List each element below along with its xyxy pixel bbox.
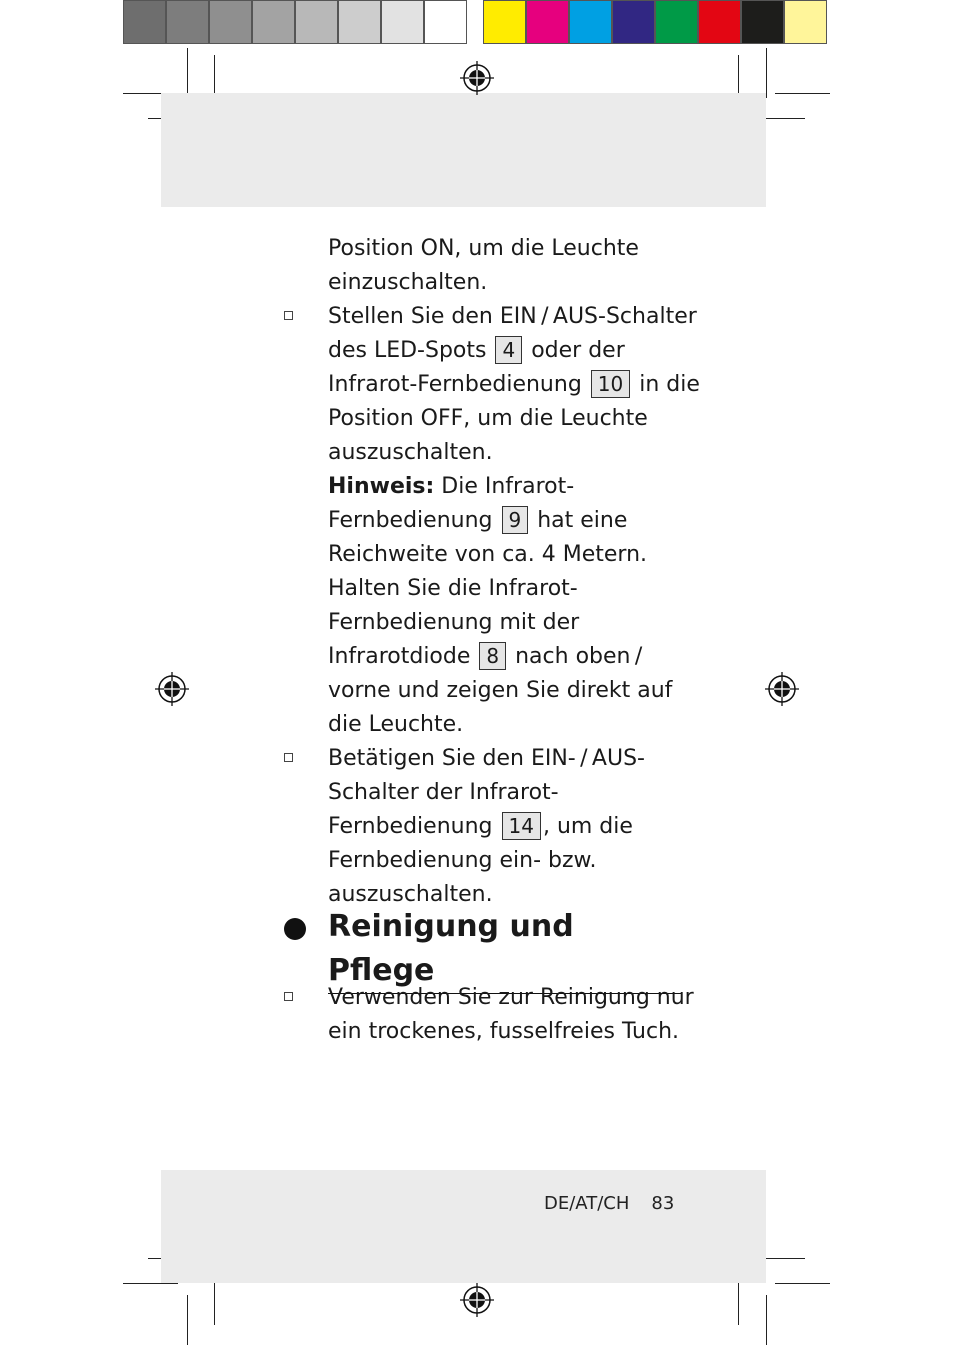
gray-swatch-1 (123, 0, 166, 44)
page-number: 83 (651, 1193, 675, 1214)
gray-swatch-2 (166, 0, 209, 44)
part-reference: 9 (502, 506, 529, 534)
color-swatch-2 (526, 0, 569, 44)
paragraph-position-on (282, 232, 702, 300)
paragraph-text: hat eine Reichweite von ca. 4 Metern. Halten Sie die Infrarot- Fernbedienung mit der Infrarotdiode (328, 508, 648, 669)
part-reference: 4 (495, 336, 522, 364)
footer-panel (161, 1170, 766, 1283)
paragraph-text: Betätigen Sie den EIN- / AUS-Schalter der Infrarot-Fernbedienung (328, 746, 645, 839)
locale-label: DE/AT/CH (544, 1193, 630, 1214)
square-bullet-icon (284, 753, 293, 762)
registration-mark-icon (460, 1283, 494, 1317)
paragraph-text: Verwenden Sie zur Reinigung nur ein trockenes, fusselfreies Tuch. (328, 985, 694, 1044)
page-footer (544, 1193, 696, 1214)
color-swatch-1 (483, 0, 526, 44)
crop-mark (766, 1295, 767, 1345)
filled-circle-icon (284, 918, 306, 940)
note-block (282, 470, 702, 742)
list-item-cleaning (282, 981, 702, 1049)
crop-mark (214, 1280, 215, 1325)
paragraph-text: Position ON, um die Leuchte einzuschalten. (328, 236, 639, 295)
square-bullet-icon (284, 311, 293, 320)
cleaning-body (282, 981, 702, 1049)
paragraph-text: in die Position OFF, um die Leuchte auszuschalten. (328, 372, 700, 465)
gray-color-bar (123, 0, 467, 44)
gray-swatch-4 (252, 0, 295, 44)
gray-swatch-6 (338, 0, 381, 44)
part-reference: 10 (591, 370, 630, 398)
section-title: Reinigung und Pflege (328, 905, 682, 994)
crop-mark (775, 93, 830, 94)
color-swatch-8 (784, 0, 827, 44)
paragraph-text: oder der Infrarot-Fernbedienung (328, 338, 625, 397)
color-swatch-4 (612, 0, 655, 44)
color-swatch-3 (569, 0, 612, 44)
crop-mark (766, 48, 767, 98)
part-reference: 8 (479, 642, 506, 670)
registration-mark-icon (765, 672, 799, 706)
paragraph-text: Stellen Sie den EIN / AUS-Schalter des LED-Spots (328, 304, 697, 363)
paragraph-text: , um die Fernbedienung ein- bzw. auszuschalten. (328, 814, 633, 907)
crop-mark (187, 48, 188, 98)
header-panel (161, 93, 766, 207)
part-reference: 14 (502, 812, 541, 840)
registration-mark-icon (460, 61, 494, 95)
gray-swatch-7 (381, 0, 424, 44)
gray-swatch-3 (209, 0, 252, 44)
registration-mark-icon (155, 672, 189, 706)
instructions-body (282, 232, 702, 912)
crop-mark (775, 1283, 830, 1284)
gray-swatch-5 (295, 0, 338, 44)
square-bullet-icon (284, 992, 293, 1001)
list-item-remote-switch (282, 742, 702, 912)
paragraph-text: Die Infrarot-Fernbedienung (328, 474, 575, 533)
crop-mark (738, 1280, 739, 1325)
color-swatch-6 (698, 0, 741, 44)
crop-mark (187, 1295, 188, 1345)
crop-mark (123, 1283, 178, 1284)
color-swatch-7 (741, 0, 784, 44)
gray-swatch-8 (424, 0, 467, 44)
list-item-switch-off (282, 300, 702, 470)
paragraph-text: nach oben / vorne und zeigen Sie direkt auf die Leuchte. (328, 644, 673, 737)
color-swatch-5 (655, 0, 698, 44)
process-color-bar (483, 0, 827, 44)
note-label: Hinweis: (328, 474, 435, 499)
